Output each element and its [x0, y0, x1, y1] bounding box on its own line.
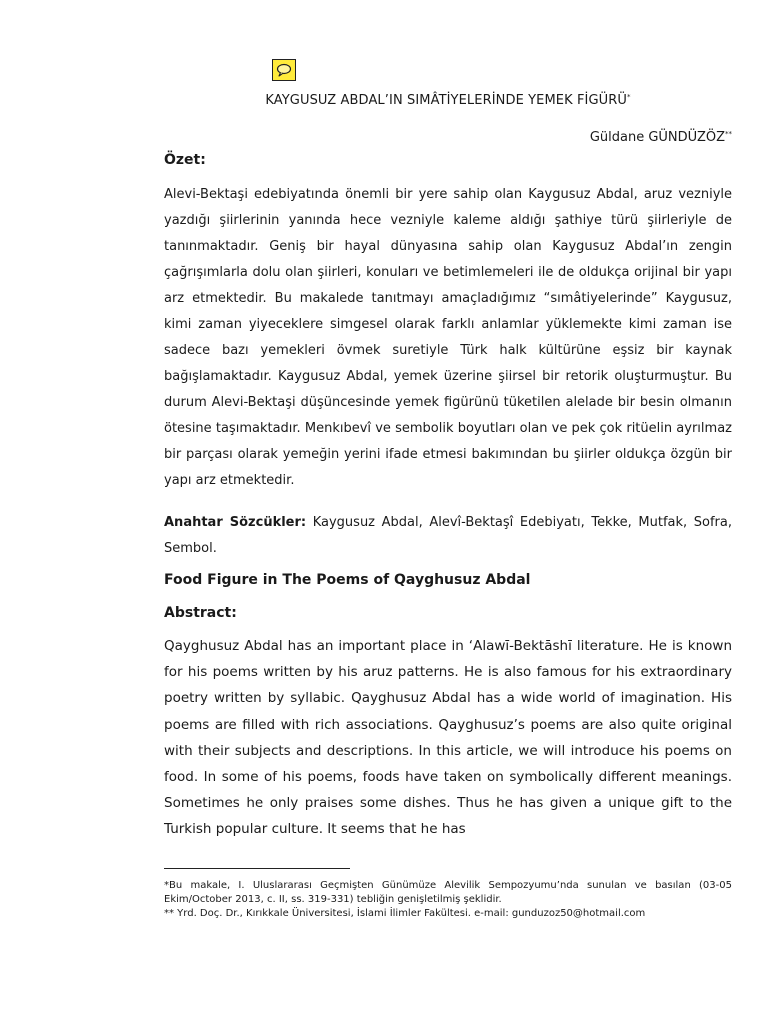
- author-name: [590, 130, 732, 145]
- keywords-text: Kaygusuz Abdal, Alevî-Bektaşî Edebiyatı, Tekke, Mutfak, Sofra, Sembol.: [164, 515, 732, 556]
- footnote-1: *Bu makale, I. Uluslararası Geçmişten Günümüze Alevilik Sempozyumu’nda sunulan ve basılan (03-05 Ekim/October 2013, c. II, ss. 319-331) tebliğin genişletilmiş şeklidir.: [164, 880, 732, 905]
- footnote-divider: [164, 868, 350, 869]
- title-footnote-mark: *: [627, 93, 631, 101]
- ozet-paragraph: Alevi-Bektaşi edebiyatında önemli bir yere sahip olan Kaygusuz Abdal, aruz vezniyle yazdığı şiirlerinin yanında hece vezniyle kaleme aldığı şathiye türü şiirleriyle de tanınmaktadır. Geniş bir hayal dünyasına sahip olan Kaygusuz Abdal’ın zengin çağrışımlarla dolu olan şiirleri, konuları ve betimlemeleri ile de oldukça orijinal bir yapı arz etmektedir. Bu makalede tanıtmayı amaçladığımız “sımâtiyelerinde” Kaygusuz, kimi zaman yiyeceklere simgesel olarak farklı anlamlar yüklemekte kimi zaman ise sadece bazı yemekleri övmek suretiyle Türk halk kültürüne eşsiz bir kaynak bağışlamaktadır. Kaygusuz Abdal, yemek üzerine şiirsel bir retorik oluşturmuştur. Bu durum Alevi-Bektaşi düşüncesinde yemek figürünü tüketilen alelade bir besin olmanın ötesine taşımaktadır. Menkıbevî ve sembolik boyutları olan ve pek çok ritüelin ayrılmaz bir parçası olarak yemeğin yerini ifade etmesi bakımından bu şiirler oldukça özgün bir yapı arz etmektedir.: [164, 187, 732, 488]
- speech-bubble-glyph: [276, 63, 292, 77]
- footnote-2: ** Yrd. Doç. Dr., Kırıkkale Üniversitesi, İslami İlimler Fakültesi. e-mail: gunduzoz50@hotmail.com: [164, 908, 646, 919]
- ozet-heading: Özet:: [164, 152, 206, 168]
- keywords-label: Anahtar Sözcükler:: [164, 515, 307, 530]
- article-title-text: KAYGUSUZ ABDAL’IN SIMÂTİYELERİNDE YEMEK FİGÜRÜ: [265, 93, 628, 108]
- author-name-text: Güldane GÜNDÜZÖZ: [589, 130, 725, 145]
- abstract-heading: Abstract:: [164, 605, 237, 621]
- keywords-paragraph: [164, 510, 732, 562]
- comment-icon[interactable]: [272, 59, 296, 81]
- abstract-paragraph: Qayghusuz Abdal has an important place in ‘Alawī-Bektāshī literature. He is known for his poems written by his aruz patterns. He is also famous for his extraordinary poetry written by syllabic. Qayghusuz Abdal has a wide world of imagination. His poems are filled with rich associations. Qayghusuz’s poems are also quite original with their subjects and descriptions. In this article, we will introduce his poems on food. In some of his poems, foods have taken on symbolically different meanings. Sometimes he only praises some dishes. Thus he has given a unique gift to the Turkish popular culture. It seems that he has: [164, 638, 732, 838]
- english-title: Food Figure in The Poems of Qayghusuz Abdal: [164, 572, 531, 588]
- footnotes: [164, 879, 732, 921]
- author-footnote-mark: **: [725, 130, 732, 138]
- article-title: [164, 93, 732, 108]
